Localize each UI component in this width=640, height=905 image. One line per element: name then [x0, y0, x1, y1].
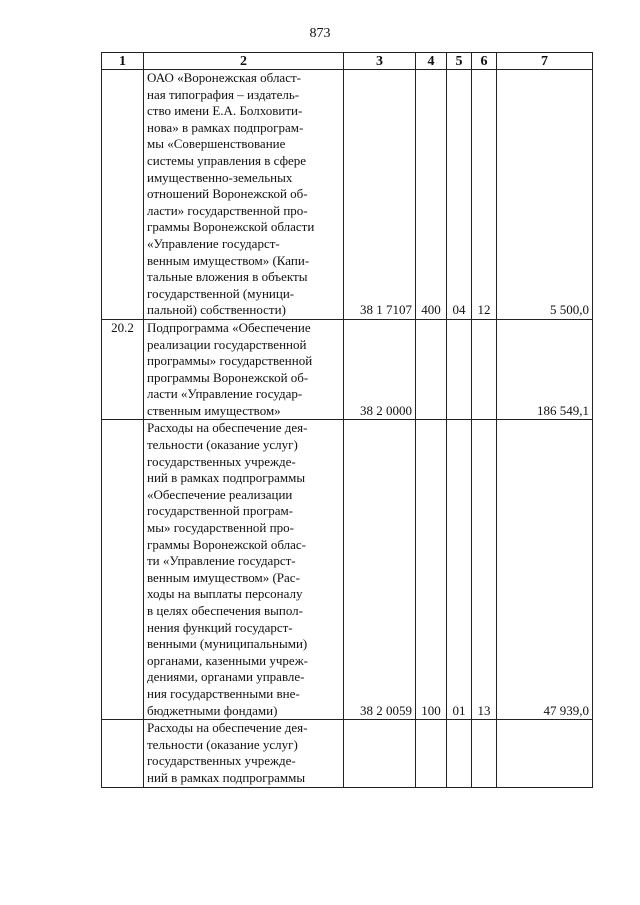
- amount-cell: [497, 720, 593, 787]
- description-line: ти «Управление государст-: [147, 553, 296, 569]
- amount-cell: 5 500,0: [497, 70, 593, 320]
- description-line: ходы на выплаты персоналу: [147, 586, 303, 602]
- description-line: реализации государственной: [147, 336, 307, 352]
- description-line: имущественно-земельных: [147, 169, 293, 185]
- description-cell: [144, 319, 344, 420]
- column-header: 4: [416, 53, 447, 70]
- description-line: бюджетными фондами): [147, 702, 278, 718]
- row-number-cell: [102, 720, 144, 787]
- description-line: Расходы на обеспечение дея-: [147, 420, 308, 436]
- target-code-cell: 38 1 7107: [344, 70, 416, 320]
- section-cell: 04: [447, 70, 472, 320]
- description-line: нения функций государст-: [147, 619, 293, 635]
- description-cell: [144, 420, 344, 720]
- column-header: 7: [497, 53, 593, 70]
- description-line: венным имуществом» (Капи-: [147, 252, 310, 268]
- description-line: Расходы на обеспечение дея-: [147, 720, 308, 736]
- description-line: ственным имуществом»: [147, 402, 281, 418]
- subsection-cell: [472, 319, 497, 420]
- description-line: тальные вложения в объекты: [147, 269, 308, 285]
- expense-type-cell: 400: [416, 70, 447, 320]
- description-line: дениями, органами управле-: [147, 669, 305, 685]
- table-row: [102, 319, 593, 420]
- target-code-cell: 38 2 0059: [344, 420, 416, 720]
- budget-table: [101, 52, 593, 788]
- description-line: граммы Воронежской облас-: [147, 536, 306, 552]
- description-line: мы «Совершенствование: [147, 136, 286, 152]
- subsection-cell: [472, 720, 497, 787]
- row-number-cell: [102, 70, 144, 320]
- description-line: ласти «Управление государ-: [147, 386, 303, 402]
- header-row: [102, 53, 593, 70]
- row-number-cell: 20.2: [102, 319, 144, 420]
- description-line: тельности (оказание услуг): [147, 736, 298, 752]
- target-code-cell: [344, 720, 416, 787]
- expense-type-cell: 100: [416, 420, 447, 720]
- amount-cell: 47 939,0: [497, 420, 593, 720]
- description-line: «Управление государст-: [147, 235, 280, 251]
- row-number-cell: [102, 420, 144, 720]
- section-cell: 01: [447, 420, 472, 720]
- description-line: государственных учрежде-: [147, 453, 296, 469]
- table-row: [102, 420, 593, 720]
- description-line: государственных учрежде-: [147, 753, 296, 769]
- description-line: Подпрограмма «Обеспечение: [147, 319, 311, 335]
- description-line: ная типография – издатель-: [147, 86, 300, 102]
- description-line: венными (муниципальными): [147, 636, 308, 652]
- column-header: 1: [102, 53, 144, 70]
- description-line: государственной програм-: [147, 503, 294, 519]
- description-line: граммы Воронежской области: [147, 219, 315, 235]
- description-line: программы Воронежской об-: [147, 369, 309, 385]
- description-line: пальной) собственности): [147, 302, 286, 318]
- expense-type-cell: [416, 319, 447, 420]
- description-line: системы управления в сфере: [147, 152, 307, 168]
- description-line: нова» в рамках подпрограм-: [147, 119, 304, 135]
- description-line: ласти» государственной про-: [147, 202, 308, 218]
- description-line: ний в рамках подпрограммы: [147, 769, 306, 785]
- description-line: в целях обеспечения выпол-: [147, 603, 303, 618]
- description-line: ний в рамках подпрограммы: [147, 470, 306, 486]
- column-header: 3: [344, 53, 416, 70]
- description-line: мы» государственной про-: [147, 520, 294, 536]
- description-line: «Обеспечение реализации: [147, 486, 293, 502]
- description-line: программы» государственной: [147, 353, 313, 369]
- description-line: ния государственными вне-: [147, 685, 300, 701]
- section-cell: [447, 319, 472, 420]
- description-line: ОАО «Воронежская област-: [147, 70, 301, 85]
- column-header: 2: [144, 53, 344, 70]
- description-cell: [144, 720, 344, 787]
- amount-cell: 186 549,1: [497, 319, 593, 420]
- target-code-cell: 38 2 0000: [344, 319, 416, 420]
- table-row: [102, 70, 593, 320]
- expense-type-cell: [416, 720, 447, 787]
- description-line: государственной (муници-: [147, 285, 295, 301]
- subsection-cell: 13: [472, 420, 497, 720]
- table-body: [102, 70, 593, 788]
- description-line: отношений Воронежской об-: [147, 186, 308, 202]
- column-header: 6: [472, 53, 497, 70]
- description-line: тельности (оказание услуг): [147, 437, 298, 453]
- description-line: ство имени Е.А. Болховити-: [147, 103, 303, 119]
- table-row: [102, 720, 593, 787]
- subsection-cell: 12: [472, 70, 497, 320]
- description-cell: [144, 70, 344, 320]
- section-cell: [447, 720, 472, 787]
- description-line: венным имуществом» (Рас-: [147, 569, 300, 585]
- page-number: 873: [309, 26, 331, 41]
- column-header: 5: [447, 53, 472, 70]
- description-line: органами, казенными учреж-: [147, 652, 309, 668]
